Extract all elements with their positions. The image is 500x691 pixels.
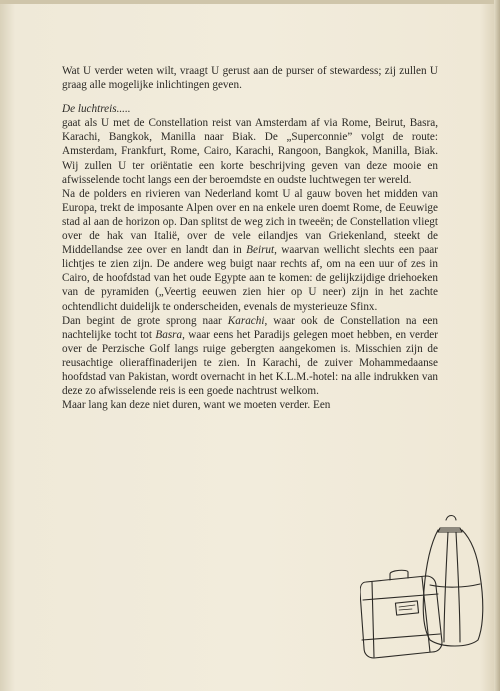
- route-paragraph: gaat als U met de Constellation reist van Amsterdam af via Rome, Beirut, Basra, Karachi, Bangkok, Manilla naar Biak. De „Superconnie” volgt de route: Amsterdam, Frankfurt, Rome, Cairo, Karachi, Rangoon, Bangkok, Manilla, Biak. Wij zullen U ter oriëntatie een korte beschrijving geven van deze mooie en afwisselende tocht langs een der beroemdste en oudste luchtwegen ter wereld.: [62, 117, 438, 186]
- intro-paragraph: Wat U verder weten wilt, vraagt U gerust aan de purser of stewardess; zij zullen U graag alle mogelijke inlichtingen geven.: [62, 65, 438, 92]
- europe-paragraph: [62, 187, 438, 314]
- beirut-name: Beirut: [246, 244, 275, 257]
- page-text: [62, 64, 438, 412]
- page-top-edge: [0, 0, 500, 4]
- karachi-text-a: Dan begint de grote sprong naar: [62, 314, 228, 327]
- duffel-bag-icon: [423, 530, 483, 646]
- page-right-edge: [494, 0, 500, 691]
- karachi-text-b: , waar ook de Constellation na een nachtelijke tocht tot: [62, 314, 438, 341]
- luggage-sketch-icon: [360, 490, 490, 660]
- karachi-text-c: , waar eens het Paradijs gelegen moet hebben, en verder over de Perzische Golf langs ruige gebergten aangekomen is. Misschien zijn de reusachtige olieraffinaderijen te zien. In Karachi, de zuiver Mohammedaanse hoofdstad van Pakistan, wordt overnacht in het K.L.M.-hotel: na alle indrukken van deze zo afwisselende reis is een goede nachtrust welkom.: [62, 328, 438, 398]
- europe-text-a: Na de polders en rivieren van Nederland komt U al gauw boven het midden van Europa, trekt de imposante Alpen over en na enkele uren doemt Rome, de Eeuwige stad al aan de horizon op. Dan splitst de weg zich in tweeën; de Constellation vliegt over de hak van Italië, over de vele eilandjes van Griekenland, steekt de Middellandse zee over en landt dan in: [62, 187, 438, 257]
- europe-text-b: , waarvan wellicht slechts een paar lichtjes te zien zijn. De andere weg buigt naar rechts af, om na een uur of zes in Cairo, de hoofdstad van het oude Egypte aan te komen: de gelijkzijdige driehoeken van de pyramiden („Veertig eeuwen zien hier op U neer) zijn in het zachte ochtendlicht duidelijk te onderscheiden, evenals de mysterieuze Sfinx.: [62, 244, 438, 313]
- karachi-name: Karachi: [227, 314, 265, 327]
- basra-name: Basra: [155, 328, 183, 341]
- karachi-paragraph: [62, 314, 438, 399]
- closing-line: Maar lang kan deze niet duren, want we moeten verder. Een: [62, 399, 331, 412]
- section-heading: De luchtreis.....: [62, 103, 131, 116]
